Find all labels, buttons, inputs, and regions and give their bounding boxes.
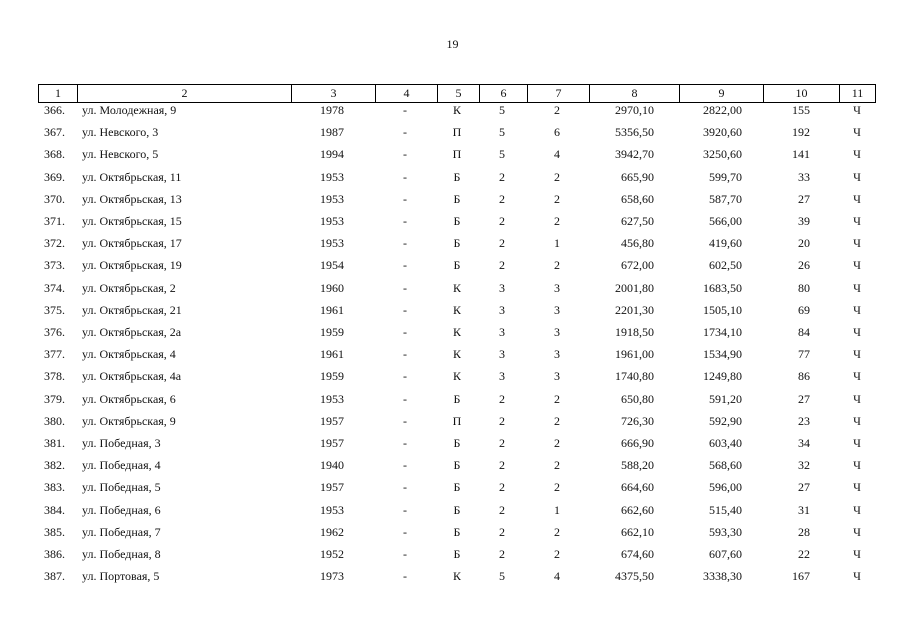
- cell-address: ул. Октябрьская, 21: [82, 302, 182, 317]
- cell-row-number: 366.: [44, 103, 65, 117]
- cell-col-7: 4: [554, 147, 560, 162]
- cell-row-number: 370.: [44, 191, 65, 206]
- cell-col-4: -: [403, 480, 407, 495]
- cell-col-11: Ч: [853, 458, 861, 473]
- cell-col-7: 2: [554, 480, 560, 495]
- cell-row-number: 368.: [44, 147, 65, 162]
- cell-col-8: 2970,10: [615, 103, 654, 117]
- cell-col-8: 456,80: [621, 236, 654, 251]
- cell-material: Б: [453, 547, 461, 561]
- cell-col-9: 592,90: [709, 413, 742, 428]
- cell-address: ул. Победная, 3: [82, 436, 161, 450]
- cell-col-10: 27: [798, 480, 810, 495]
- cell-col-9: 2822,00: [703, 103, 742, 117]
- cell-col-7: 2: [554, 191, 560, 206]
- table-row: [0, 236, 905, 258]
- cell-col-6: 3: [499, 302, 505, 317]
- cell-material: Б: [453, 436, 461, 450]
- header-col-11: 11: [839, 85, 875, 102]
- cell-row-number: 371.: [44, 214, 65, 228]
- table-row: [0, 281, 905, 303]
- cell-col-4: -: [403, 502, 407, 517]
- cell-col-7: 1: [554, 236, 560, 251]
- cell-address: ул. Октябрьская, 9: [82, 413, 176, 428]
- cell-year: 1953: [320, 169, 344, 184]
- cell-col-11: Ч: [853, 480, 861, 495]
- cell-material: К: [452, 347, 461, 362]
- cell-col-4: -: [403, 125, 407, 140]
- cell-row-number: 376.: [44, 325, 65, 339]
- cell-col-9: 568,60: [709, 458, 742, 473]
- cell-col-10: 69: [798, 302, 810, 317]
- cell-col-4: -: [403, 436, 407, 450]
- cell-row-number: 372.: [44, 236, 65, 251]
- cell-col-7: 2: [554, 413, 560, 428]
- cell-row-number: 375.: [44, 302, 65, 317]
- cell-address: ул. Октябрьская, 15: [82, 214, 182, 228]
- table-row: [0, 125, 905, 147]
- cell-col-7: 3: [554, 325, 560, 339]
- cell-col-9: 1683,50: [703, 280, 742, 295]
- cell-col-6: 2: [499, 258, 505, 273]
- cell-col-7: 2: [554, 458, 560, 473]
- cell-address: ул. Победная, 5: [82, 480, 161, 495]
- cell-col-10: 20: [798, 236, 810, 251]
- cell-col-10: 86: [798, 369, 810, 384]
- cell-col-9: 603,40: [709, 436, 742, 450]
- cell-year: 1959: [320, 325, 344, 339]
- cell-col-8: 650,80: [621, 391, 654, 406]
- cell-col-7: 3: [554, 369, 560, 384]
- cell-col-6: 2: [499, 169, 505, 184]
- cell-col-8: 4375,50: [615, 569, 654, 584]
- cell-row-number: 383.: [44, 480, 65, 495]
- table-row: [0, 347, 905, 369]
- cell-col-6: 3: [499, 369, 505, 384]
- cell-address: ул. Октябрьская, 2а: [82, 325, 182, 339]
- cell-col-9: 419,60: [709, 236, 742, 251]
- cell-col-6: 3: [499, 325, 505, 339]
- cell-col-8: 674,60: [621, 547, 654, 561]
- cell-col-9: 3338,30: [703, 569, 742, 584]
- cell-col-6: 2: [499, 436, 505, 450]
- cell-col-7: 2: [554, 524, 560, 539]
- cell-col-8: 662,10: [621, 524, 654, 539]
- cell-address: ул. Победная, 6: [82, 502, 161, 517]
- cell-col-10: 22: [798, 547, 810, 561]
- header-col-4: 4: [375, 85, 437, 102]
- cell-material: К: [452, 325, 461, 339]
- cell-col-6: 2: [499, 413, 505, 428]
- cell-material: Б: [453, 480, 461, 495]
- cell-material: К: [452, 569, 461, 584]
- cell-material: Б: [453, 458, 461, 473]
- cell-col-4: -: [403, 258, 407, 273]
- cell-col-11: Ч: [853, 214, 861, 228]
- header-col-8: 8: [589, 85, 679, 102]
- cell-year: 1953: [320, 236, 344, 251]
- cell-col-10: 77: [798, 347, 810, 362]
- cell-col-4: -: [403, 458, 407, 473]
- cell-col-10: 84: [798, 325, 810, 339]
- cell-col-11: Ч: [853, 569, 861, 584]
- cell-col-8: 662,60: [621, 502, 654, 517]
- cell-col-10: 33: [798, 169, 810, 184]
- cell-col-7: 3: [554, 302, 560, 317]
- cell-material: Б: [453, 524, 461, 539]
- table-header: [38, 84, 876, 103]
- cell-year: 1961: [320, 347, 344, 362]
- cell-row-number: 378.: [44, 369, 65, 384]
- cell-material: П: [452, 147, 462, 162]
- cell-col-4: -: [403, 413, 407, 428]
- cell-col-11: Ч: [853, 280, 861, 295]
- table-row: [0, 525, 905, 547]
- cell-col-4: -: [403, 302, 407, 317]
- cell-col-6: 2: [499, 502, 505, 517]
- cell-col-7: 3: [554, 347, 560, 362]
- cell-material: Б: [453, 502, 461, 517]
- cell-year: 1961: [320, 302, 344, 317]
- cell-row-number: 380.: [44, 413, 65, 428]
- cell-address: ул. Победная, 8: [82, 547, 161, 561]
- cell-col-10: 23: [798, 413, 810, 428]
- cell-col-7: 2: [554, 436, 560, 450]
- cell-col-6: 5: [499, 569, 505, 584]
- cell-row-number: 367.: [44, 125, 65, 140]
- table-row: [0, 303, 905, 325]
- cell-address: ул. Портовая, 5: [82, 569, 160, 584]
- header-col-2: 2: [77, 85, 291, 102]
- cell-year: 1957: [320, 480, 344, 495]
- cell-material: К: [452, 280, 461, 295]
- cell-row-number: 377.: [44, 347, 65, 362]
- cell-material: К: [452, 103, 461, 117]
- cell-col-4: -: [403, 569, 407, 584]
- cell-year: 1994: [320, 147, 344, 162]
- cell-col-4: -: [403, 214, 407, 228]
- cell-col-10: 141: [792, 147, 810, 162]
- cell-material: Б: [453, 191, 461, 206]
- cell-col-4: -: [403, 103, 407, 117]
- cell-address: ул. Невского, 3: [82, 125, 159, 140]
- cell-year: 1973: [320, 569, 344, 584]
- cell-row-number: 384.: [44, 502, 65, 517]
- cell-col-9: 1249,80: [703, 369, 742, 384]
- cell-material: К: [452, 369, 461, 384]
- cell-col-9: 599,70: [709, 169, 742, 184]
- cell-address: ул. Октябрьская, 13: [82, 191, 182, 206]
- table-row: [0, 392, 905, 414]
- cell-address: ул. Октябрьская, 4: [82, 347, 176, 362]
- cell-row-number: 382.: [44, 458, 65, 473]
- cell-col-10: 27: [798, 391, 810, 406]
- cell-col-8: 672,00: [621, 258, 654, 273]
- cell-col-11: Ч: [853, 169, 861, 184]
- cell-year: 1957: [320, 413, 344, 428]
- cell-col-10: 31: [798, 502, 810, 517]
- cell-col-4: -: [403, 169, 407, 184]
- cell-col-7: 4: [554, 569, 560, 584]
- cell-col-4: -: [403, 391, 407, 406]
- cell-col-11: Ч: [853, 436, 861, 450]
- cell-row-number: 369.: [44, 169, 65, 184]
- cell-col-8: 627,50: [621, 214, 654, 228]
- cell-col-9: 1505,10: [703, 302, 742, 317]
- cell-col-7: 1: [554, 502, 560, 517]
- cell-row-number: 386.: [44, 547, 65, 561]
- table-row: [0, 503, 905, 525]
- cell-col-11: Ч: [853, 125, 861, 140]
- cell-col-11: Ч: [853, 236, 861, 251]
- cell-col-9: 515,40: [709, 502, 742, 517]
- table-row: [0, 414, 905, 436]
- table-row: [0, 569, 905, 591]
- cell-col-4: -: [403, 280, 407, 295]
- cell-col-10: 80: [798, 280, 810, 295]
- cell-col-11: Ч: [853, 147, 861, 162]
- cell-address: ул. Октябрьская, 17: [82, 236, 182, 251]
- cell-col-8: 3942,70: [615, 147, 654, 162]
- cell-col-7: 6: [554, 125, 560, 140]
- cell-col-7: 2: [554, 547, 560, 561]
- cell-row-number: 387.: [44, 569, 65, 584]
- cell-row-number: 374.: [44, 280, 65, 295]
- table-row: [0, 458, 905, 480]
- cell-col-4: -: [403, 325, 407, 339]
- cell-col-8: 666,90: [621, 436, 654, 450]
- table-row: [0, 480, 905, 502]
- cell-col-4: -: [403, 524, 407, 539]
- cell-col-6: 2: [499, 191, 505, 206]
- cell-year: 1953: [320, 214, 344, 228]
- cell-col-11: Ч: [853, 191, 861, 206]
- cell-material: П: [452, 125, 462, 140]
- cell-col-4: -: [403, 369, 407, 384]
- cell-address: ул. Октябрьская, 4а: [82, 369, 182, 384]
- cell-col-9: 3920,60: [703, 125, 742, 140]
- cell-row-number: 373.: [44, 258, 65, 273]
- cell-col-11: Ч: [853, 391, 861, 406]
- table-row: [0, 547, 905, 569]
- cell-year: 1959: [320, 369, 344, 384]
- table-row: [0, 103, 905, 125]
- cell-col-9: 593,30: [709, 524, 742, 539]
- cell-material: Б: [453, 258, 461, 273]
- cell-col-4: -: [403, 347, 407, 362]
- table-row: [0, 170, 905, 192]
- cell-col-6: 2: [499, 547, 505, 561]
- cell-col-9: 1734,10: [703, 325, 742, 339]
- cell-col-8: 588,20: [621, 458, 654, 473]
- cell-col-11: Ч: [853, 524, 861, 539]
- cell-year: 1953: [320, 391, 344, 406]
- cell-col-8: 5356,50: [615, 125, 654, 140]
- cell-col-8: 2201,30: [615, 302, 654, 317]
- cell-col-10: 155: [792, 103, 810, 117]
- header-col-10: 10: [763, 85, 839, 102]
- header-col-1: 1: [55, 86, 61, 100]
- table-row: [0, 192, 905, 214]
- cell-year: 1957: [320, 436, 344, 450]
- cell-col-6: 3: [499, 280, 505, 295]
- cell-col-6: 2: [499, 480, 505, 495]
- cell-col-10: 34: [798, 436, 810, 450]
- cell-col-11: Ч: [853, 347, 861, 362]
- cell-col-7: 2: [554, 258, 560, 273]
- cell-col-10: 26: [798, 258, 810, 273]
- cell-col-9: 1534,90: [703, 347, 742, 362]
- cell-col-6: 5: [499, 147, 505, 162]
- cell-material: К: [452, 302, 461, 317]
- cell-col-9: 587,70: [709, 191, 742, 206]
- cell-col-11: Ч: [853, 369, 861, 384]
- cell-col-4: -: [403, 236, 407, 251]
- cell-col-10: 39: [798, 214, 810, 228]
- cell-year: 1978: [320, 103, 344, 117]
- cell-col-7: 2: [554, 103, 560, 117]
- table-row: [0, 258, 905, 280]
- cell-col-8: 1918,50: [615, 325, 654, 339]
- cell-col-4: -: [403, 147, 407, 162]
- cell-col-6: 2: [499, 391, 505, 406]
- cell-col-10: 167: [792, 569, 810, 584]
- header-col-7: 7: [527, 85, 589, 102]
- cell-col-8: 726,30: [621, 413, 654, 428]
- cell-year: 1987: [320, 125, 344, 140]
- cell-col-10: 28: [798, 524, 810, 539]
- cell-col-6: 2: [499, 214, 505, 228]
- cell-col-10: 32: [798, 458, 810, 473]
- cell-year: 1953: [320, 191, 344, 206]
- cell-col-9: 3250,60: [703, 147, 742, 162]
- cell-col-11: Ч: [853, 413, 861, 428]
- cell-address: ул. Победная, 7: [82, 524, 161, 539]
- cell-col-7: 2: [554, 391, 560, 406]
- cell-col-7: 2: [554, 169, 560, 184]
- cell-col-11: Ч: [853, 547, 861, 561]
- cell-row-number: 381.: [44, 436, 65, 450]
- cell-col-11: Ч: [853, 103, 861, 117]
- table-row: [0, 214, 905, 236]
- cell-col-10: 192: [792, 125, 810, 140]
- cell-address: ул. Октябрьская, 2: [82, 280, 176, 295]
- cell-col-8: 1961,00: [615, 347, 654, 362]
- cell-material: П: [452, 413, 462, 428]
- cell-year: 1960: [320, 280, 344, 295]
- cell-col-6: 5: [499, 103, 505, 117]
- table-row: [0, 147, 905, 169]
- cell-col-7: 3: [554, 280, 560, 295]
- cell-year: 1954: [320, 258, 344, 273]
- cell-col-9: 602,50: [709, 258, 742, 273]
- cell-address: ул. Невского, 5: [82, 147, 159, 162]
- cell-col-11: Ч: [853, 258, 861, 273]
- cell-year: 1962: [320, 524, 344, 539]
- cell-col-6: 3: [499, 347, 505, 362]
- cell-col-6: 2: [499, 458, 505, 473]
- cell-year: 1953: [320, 502, 344, 517]
- cell-col-6: 2: [499, 236, 505, 251]
- cell-year: 1952: [320, 547, 344, 561]
- header-col-3: 3: [291, 85, 375, 102]
- cell-col-9: 596,00: [709, 480, 742, 495]
- table-row: [0, 436, 905, 458]
- cell-col-6: 2: [499, 524, 505, 539]
- cell-col-8: 1740,80: [615, 369, 654, 384]
- cell-address: ул. Октябрьская, 6: [82, 391, 176, 406]
- cell-col-7: 2: [554, 214, 560, 228]
- cell-address: ул. Победная, 4: [82, 458, 161, 473]
- table-row: [0, 325, 905, 347]
- cell-address: ул. Октябрьская, 19: [82, 258, 182, 273]
- cell-col-11: Ч: [853, 502, 861, 517]
- cell-col-4: -: [403, 547, 407, 561]
- cell-row-number: 385.: [44, 524, 65, 539]
- cell-col-8: 664,60: [621, 480, 654, 495]
- cell-col-8: 2001,80: [615, 280, 654, 295]
- header-col-6: 6: [479, 85, 527, 102]
- cell-col-9: 566,00: [709, 214, 742, 228]
- cell-col-4: -: [403, 191, 407, 206]
- table-row: [0, 369, 905, 391]
- cell-material: Б: [453, 391, 461, 406]
- header-col-5: 5: [437, 85, 479, 102]
- cell-col-9: 607,60: [709, 547, 742, 561]
- header-col-9: 9: [679, 85, 763, 102]
- cell-col-11: Ч: [853, 325, 861, 339]
- cell-address: ул. Октябрьская, 11: [82, 169, 182, 184]
- cell-material: Б: [453, 169, 461, 184]
- cell-col-6: 5: [499, 125, 505, 140]
- cell-col-9: 591,20: [709, 391, 742, 406]
- cell-year: 1940: [320, 458, 344, 473]
- cell-col-11: Ч: [853, 302, 861, 317]
- cell-col-10: 27: [798, 191, 810, 206]
- cell-address: ул. Молодежная, 9: [82, 103, 177, 117]
- cell-col-8: 665,90: [621, 169, 654, 184]
- cell-material: Б: [453, 214, 461, 228]
- cell-col-8: 658,60: [621, 191, 654, 206]
- cell-material: Б: [453, 236, 461, 251]
- page-number: 19: [446, 37, 459, 51]
- cell-row-number: 379.: [44, 391, 65, 406]
